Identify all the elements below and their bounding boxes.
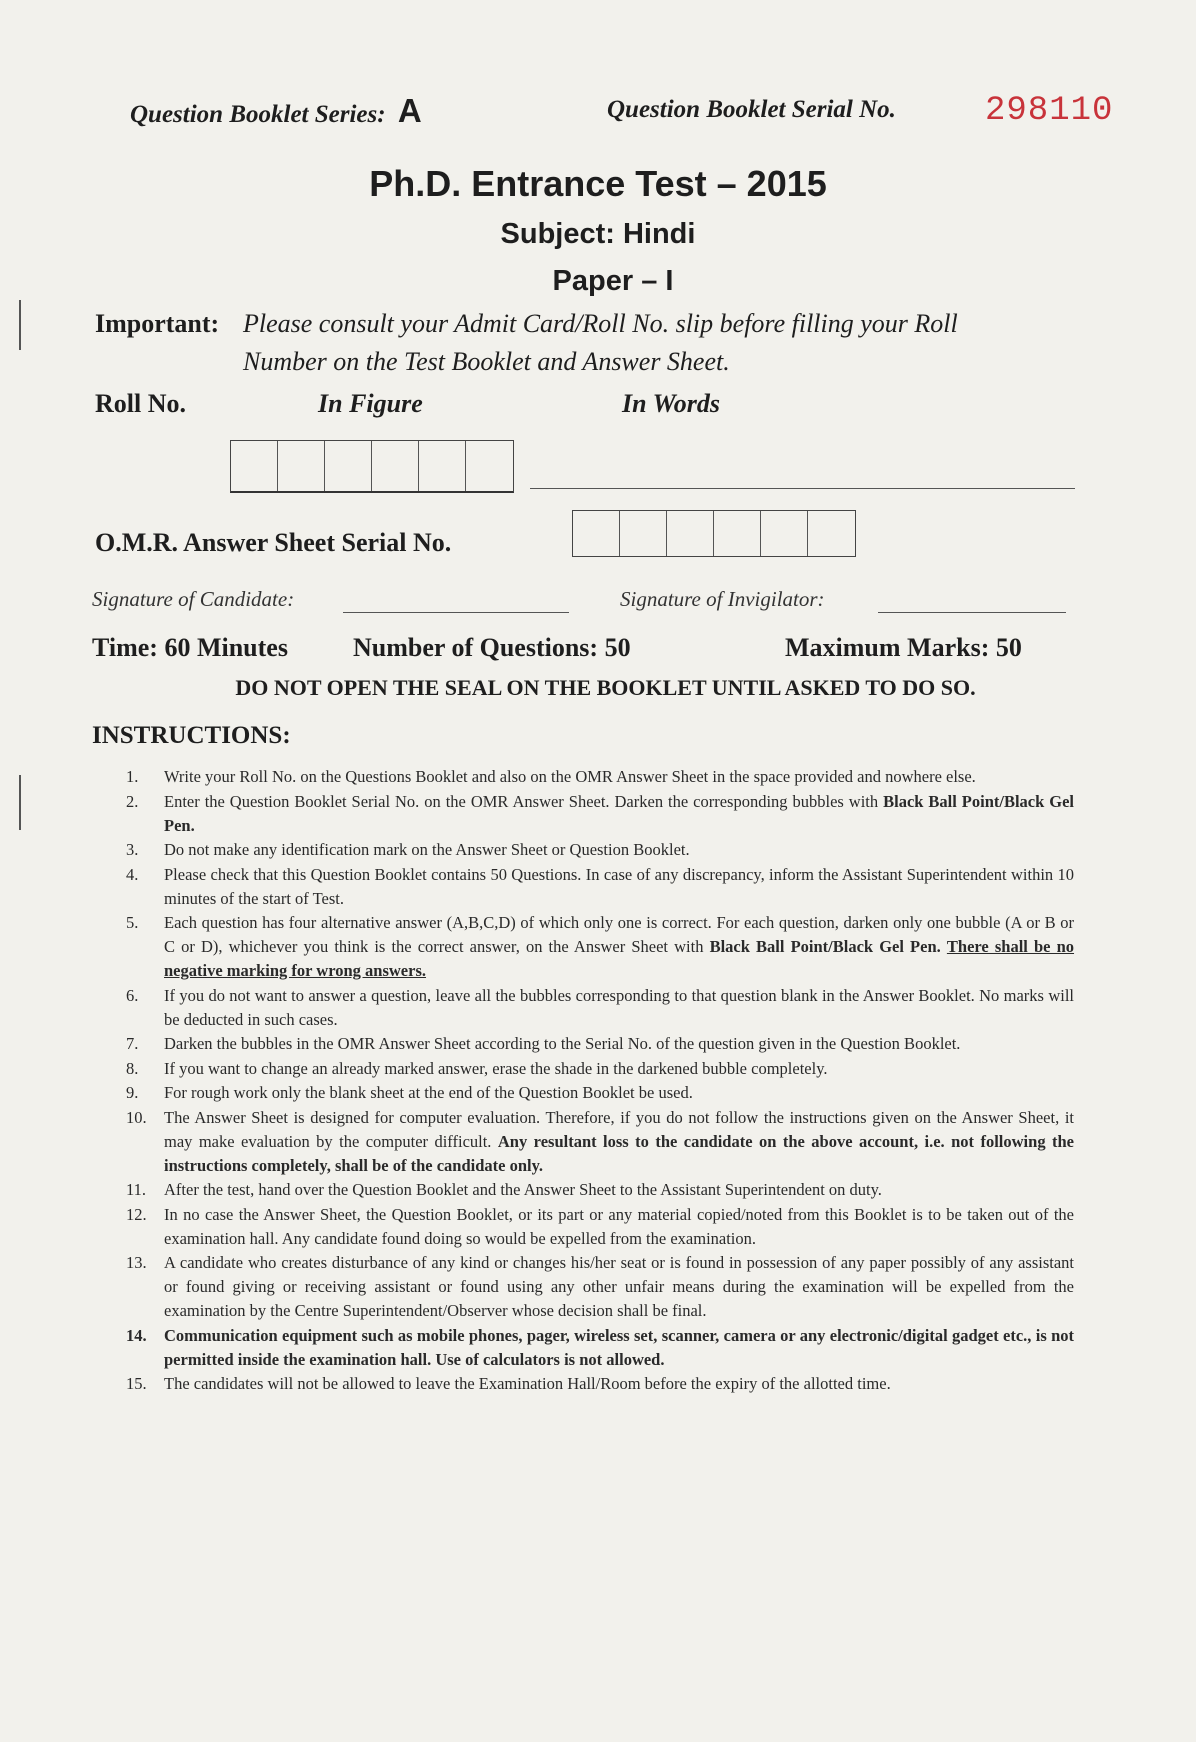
instruction-item: 6. If you do not want to answer a question, leave all the bubbles corresponding to that question blank in the Answer Booklet. No marks will be deducted in such cases. — [126, 985, 1074, 1029]
instruction-item: 10. The Answer Sheet is designed for computer evaluation. Therefore, if you do not follow the instructions given on the Answer Sheet, it may make evaluation by the computer difficult. Any resultant loss to the candidate on the above account, i.e. not following the instructions completely, shall be of the candidate only. — [126, 1107, 1075, 1175]
omr-digit-box[interactable] — [573, 511, 620, 556]
omr-serial-boxes[interactable] — [572, 510, 856, 557]
roll-digit-box[interactable] — [466, 441, 513, 491]
booklet-serial-number: 298110 — [985, 92, 1114, 130]
roll-number-boxes[interactable] — [230, 440, 514, 493]
instruction-item: 14. Communication equipment such as mobile phones, pager, wireless set, scanner, camera or any electronic/digital gadget etc., is not permitted inside the examination hall. Use of calculators is not allowed. — [126, 1325, 1074, 1369]
roll-digit-box[interactable] — [278, 441, 325, 491]
booklet-series-value: A — [397, 92, 422, 129]
seal-notice: DO NOT OPEN THE SEAL ON THE BOOKLET UNTIL ASKED TO DO SO. — [235, 675, 976, 700]
roll-digit-box[interactable] — [231, 441, 278, 491]
invigilator-signature-label: Signature of Invigilator: — [620, 587, 825, 611]
roll-digit-box[interactable] — [325, 441, 372, 491]
candidate-signature-label: Signature of Candidate: — [92, 587, 295, 611]
instructions-list — [126, 765, 1074, 1397]
omr-digit-box[interactable] — [620, 511, 667, 556]
page-title: Ph.D. Entrance Test – 2015 — [369, 163, 827, 204]
roll-in-words-label: In Words — [622, 389, 721, 418]
instruction-item: 1. Write your Roll No. on the Questions Booklet and also on the OMR Answer Sheet in the space provided and nowhere else. — [126, 767, 976, 786]
instruction-item: 8. If you want to change an already marked answer, erase the shade in the darkened bubble completely. — [126, 1058, 828, 1078]
instruction-item: 5. Each question has four alternative answer (A,B,C,D) of which only one is correct. For each question, darken only one bubble (A or B or C or D), whichever you think is the correct answer, on the Answer Sheet with Black Ball Point/Black Gel Pen. There shall be no negative marking for wrong answers. — [126, 913, 1075, 980]
instruction-item: 12. In no case the Answer Sheet, the Question Booklet, or its part or any material copied/noted from this Booklet is to be taken out of the examination hall. Any candidate found doing so would be expelled from the examination. — [126, 1204, 1074, 1248]
omr-digit-box[interactable] — [808, 511, 855, 556]
omr-digit-box[interactable] — [761, 511, 808, 556]
instruction-item: 7. Darken the bubbles in the OMR Answer Sheet according to the Serial No. of the question given in the Question Booklet. — [126, 1034, 961, 1053]
instruction-item: 2. Enter the Question Booklet Serial No. on the OMR Answer Sheet. Darken the corresponding bubbles with Black Ball Point/Black Gel Pen. — [126, 791, 1075, 835]
roll-digit-box[interactable] — [419, 441, 466, 491]
roll-no-label: Roll No. — [95, 389, 186, 418]
booklet-serial-label: Question Booklet Serial No. — [607, 96, 896, 123]
instruction-item: 15. The candidates will not be allowed to leave the Examination Hall/Room before the expiry of the allotted time. — [126, 1374, 891, 1393]
roll-in-figure-label: In Figure — [318, 389, 423, 418]
important-label: Important: — [95, 309, 220, 338]
scan-mark — [19, 775, 21, 830]
roll-digit-box[interactable] — [372, 441, 419, 491]
paper-title: Paper – I — [552, 265, 674, 297]
omr-digit-box[interactable] — [714, 511, 761, 556]
candidate-signature-line[interactable] — [343, 612, 569, 613]
instruction-item: 13. A candidate who creates disturbance of any kind or changes his/her seat or is found in possession of any paper possibly of any assistant or found giving or receiving assistant or found using any other unfair means during the examination will be expelled from the examination by the Centre Superintendent/Observer whose decision shall be final. — [126, 1253, 1074, 1320]
instruction-item: 3. Do not make any identification mark on the Answer Sheet or Question Booklet. — [126, 840, 690, 859]
booklet-series-label: Question Booklet Series: — [130, 101, 386, 128]
omr-digit-box[interactable] — [667, 511, 714, 556]
instruction-item: 11. After the test, hand over the Question Booklet and the Answer Sheet to the Assistant Superintendent on duty. — [126, 1180, 882, 1199]
scan-mark — [19, 300, 21, 350]
booklet-series — [130, 92, 422, 130]
maximum-marks: Maximum Marks: 50 — [785, 633, 1022, 662]
roll-in-words-line[interactable] — [530, 488, 1075, 489]
exam-time: Time: 60 Minutes — [92, 633, 288, 662]
important-text-line1: Please consult your Admit Card/Roll No. slip before filling your Roll — [243, 309, 958, 338]
instructions-heading: INSTRUCTIONS: — [92, 722, 291, 749]
instruction-item: 4. Please check that this Question Booklet contains 50 Questions. In case of any discrepancy, inform the Assistant Superintendent within 10 minutes of the start of Test. — [126, 864, 1074, 908]
omr-serial-label: O.M.R. Answer Sheet Serial No. — [95, 528, 452, 557]
question-count: Number of Questions: 50 — [353, 633, 631, 662]
instruction-item: 9. For rough work only the blank sheet at the end of the Question Booklet be used. — [126, 1083, 693, 1102]
invigilator-signature-line[interactable] — [878, 612, 1066, 613]
subject-title: Subject: Hindi — [500, 218, 696, 250]
important-text-line2: Number on the Test Booklet and Answer Sheet. — [243, 347, 730, 376]
